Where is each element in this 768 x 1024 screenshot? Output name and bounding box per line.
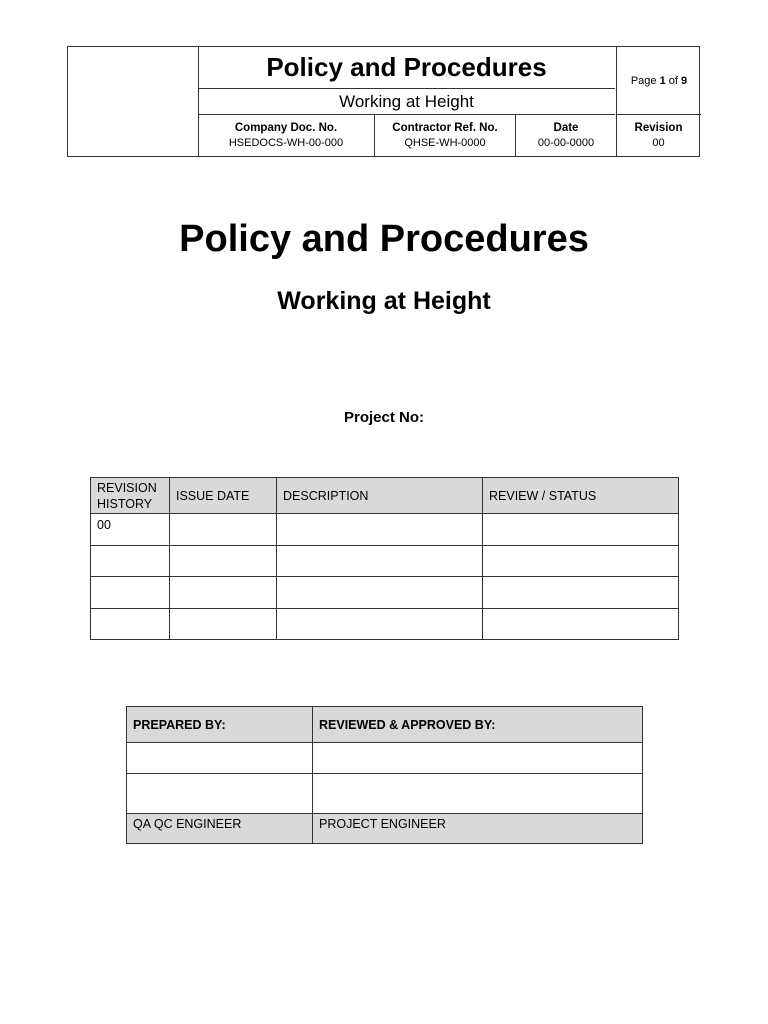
header-subtitle: Working at Height [198,89,615,115]
signature-cell [313,774,643,814]
column-header: REVIEW / STATUS [483,478,679,514]
column-header: REVIEWED & APPROVED BY: [313,707,643,743]
page-title: Policy and Procedures [179,218,589,260]
revision-history-table [90,477,679,640]
table-row [91,577,679,609]
table-cell [483,577,679,609]
column-header: DESCRIPTION [277,478,483,514]
table-cell [483,545,679,577]
project-no-label: Project No: [343,409,424,426]
meta-value: 00 [652,136,665,149]
table-row [127,743,643,774]
meta-label: Revision [634,121,683,134]
meta-label: Contractor Ref. No. [392,121,498,134]
page-prefix: Page [630,74,657,87]
table-cell [170,608,277,640]
meta-company-doc [198,115,374,156]
page-current: 1 [659,74,666,87]
column-header: PREPARED BY: [127,707,313,743]
meta-date [515,115,616,156]
table-cell [277,577,483,609]
page-indicator [616,47,701,115]
role-cell: QA QC ENGINEER [127,814,313,844]
page-subtitle: Working at Height [277,287,491,315]
table-cell [483,608,679,640]
meta-contractor-ref [374,115,515,156]
role-cell: PROJECT ENGINEER [313,814,643,844]
table-row [91,514,679,546]
page-of: of [668,74,678,87]
column-header: REVISION HISTORY [91,478,170,514]
table-cell [91,608,170,640]
signature-cell [127,774,313,814]
table-cell [170,577,277,609]
signature-table [126,706,643,844]
meta-revision [616,115,700,156]
meta-value: HSEDOCS-WH-00-000 [228,136,344,149]
document-header [67,46,700,157]
table-cell [91,545,170,577]
page-total: 9 [681,74,688,87]
signature-cell [127,743,313,774]
table-row [91,545,679,577]
table-cell [277,608,483,640]
meta-value: 00-00-0000 [537,136,595,149]
meta-value: QHSE-WH-0000 [404,136,486,149]
table-cell [170,514,277,546]
table-header-row [127,707,643,743]
signature-cell [313,743,643,774]
table-row [127,774,643,814]
table-header-row [91,478,679,514]
table-cell [277,514,483,546]
table-cell [170,545,277,577]
table-cell [91,577,170,609]
meta-label: Date [553,121,579,134]
header-title: Policy and Procedures [198,47,615,89]
logo-placeholder [68,47,199,156]
table-row [91,608,679,640]
column-header: ISSUE DATE [170,478,277,514]
table-cell [483,514,679,546]
table-cell [277,545,483,577]
table-cell: 00 [91,514,170,546]
meta-label: Company Doc. No. [234,121,338,134]
role-row [127,814,643,844]
